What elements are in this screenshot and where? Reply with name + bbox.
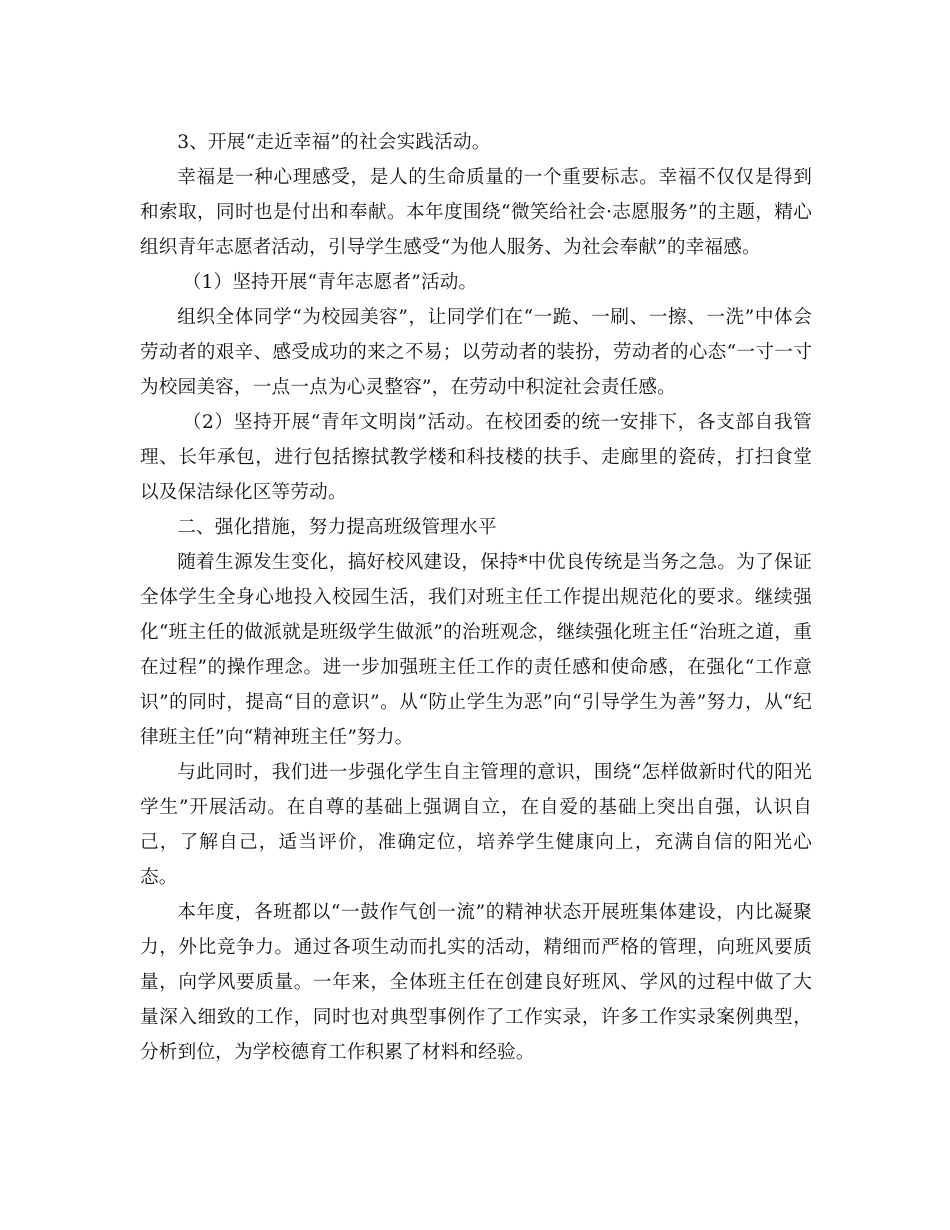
paragraph-annual-class-building: 本年度，各班都以“一鼓作气创一流”的精神状态开展班集体建设，内比凝聚力，外比竞争力。通过各项生动而扎实的活动，精细而严格的管理，向班风要质量，向学风要质量。一年来，全体班主任在创建良好班风、学风的过程中做了大量深入细致的工作，同时也对典型事例作了工作实录，许多工作实录案例典型，分析到位，为学校德育工作积累了材料和经验。 xyxy=(140,902,812,1063)
section-heading-practice: 3、开展“走近幸福”的社会实践活动。 xyxy=(177,132,491,153)
paragraph-class-teacher-work: 随着生源发生变化，搞好校风建设，保持*中优良传统是当务之急。为了保证全体学生全身心地投入校园生活，我们对班主任工作提出规范化的要求。继续强化“班主任的做派就是班级学生做派”的治班观念，继续强化班主任“治班之道，重在过程”的操作理念。进一步加强班主任工作的责任感和使命感，在强化“工作意识”的同时，提高“目的意识”。从“防止学生为恶”向“引导学生为善”努力，从“纪律班主任”向“精神班主任”努力。 xyxy=(140,552,812,748)
paragraph-self-management: 与此同时，我们进一步强化学生自主管理的意识，围绕“怎样做新时代的阳光学生”开展活动。在自尊的基础上强调自立，在自爱的基础上突出自强，认识自己，了解自己，适当评价，准确定位，培养学生健康向上，充满自信的阳光心态。 xyxy=(140,762,812,888)
subheading-volunteer: （1）坚持开展“青年志愿者”活动。 xyxy=(182,272,478,293)
paragraph-happiness: 幸福是一种心理感受，是人的生命质量的一个重要标志。幸福不仅仅是得到和索取，同时也是付出和奉献。本年度围绕“微笑给社会·志愿服务”的主题，精心组织青年志愿者活动，引导学生感受“为他人服务、为社会奉献”的幸福感。 xyxy=(140,167,812,258)
document-body xyxy=(140,125,812,1070)
section-heading-class-management: 二、强化措施，努力提高班级管理水平 xyxy=(177,517,497,538)
paragraph-civilization-post: （2）坚持开展“青年文明岗”活动。在校团委的统一安排下，各支部自我管理、长年承包，进行包括擦拭教学楼和科技楼的扶手、走廊里的瓷砖，打扫食堂以及保洁绿化区等劳动。 xyxy=(140,412,812,503)
paragraph-campus-beauty: 组织全体同学“为校园美容”，让同学们在“一跪、一刷、一擦、一洗”中体会劳动者的艰辛、感受成功的来之不易；以劳动者的装扮，劳动者的心态“一寸一寸为校园美容，一点一点为心灵整容”，在劳动中积淀社会责任感。 xyxy=(140,307,812,398)
